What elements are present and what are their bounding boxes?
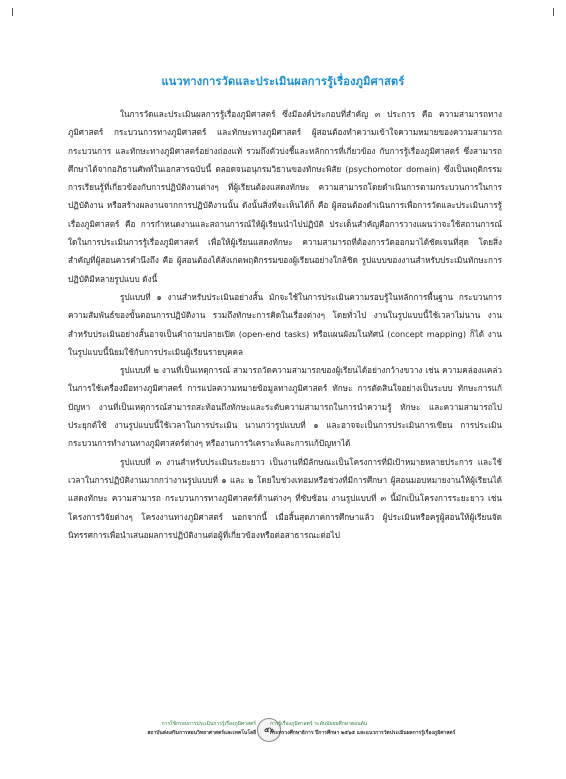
page-number: ๕๖: [257, 718, 281, 742]
paragraph-intro: ในการวัดและประเมินผลการรู้เรื่องภูมิศาสตร์ ซึ่งมีองค์ประกอบที่สำคัญ ๓ ประการ คือ ความสามารถทางภูมิศาสตร์ กระบวนการทางภูมิศาสตร์ และทักษะทางภูมิศาสตร์ ผู้สอนต้องทำความเข้าใจความหมายของความสามารถ กระบวนการ และทักษะทางภูมิศาสตร์อย่างถ่องแท้ รวมถึงตัวบ่งชี้และหลักการที่เกี่ยวข้อง กับการรู้เรื่องภูมิศาสตร์ ซึ่งสามารถศึกษาได้จากอภิธานศัพท์ในเอกสารฉบับนี้ ตลอดจนอนุกรมวิธานของทักษะพิสัย (psychomotor domain) ซึ่งเป็นพฤติกรรมการเรียนรู้ที่เกี่ยวข้องกับการปฏิบัติงานต่างๆ ที่ผู้เรียนต้องแสดงทักษะ ความสามารถโดยดำเนินการตามกระบวนการในการปฏิบัติงาน หรือสร้างผลงานจากการปฏิบัติงานนั้น ดังนั้นสิ่งที่จะเห็นได้ก็ คือ ผู้สอนต้องดำเนินการเพื่อการวัดและประเมินการรู้เรื่องภูมิศาสตร์ คือ การกำหนดงานและสถานการณ์ให้ผู้เรียนนำไปปฏิบัติ ประเด็นสำคัญคือการวางแผนว่าจะใช้สถานการณ์ใดในการประเมินการรู้เรื่องภูมิศาสตร์ เพื่อให้ผู้เรียนแสดงทักษะ ความสามารถที่ต้องการวัดออกมาได้ชัดเจนที่สุด โดยสิ่งสำคัญที่ผู้สอนควรคำนึงถึง คือ ผู้สอนต้องได้สังเกตพฤติกรรมของผู้เรียนอย่างใกล้ชิด รูปแบบของงานสำหรับประเมินทักษะการปฏิบัติมีหลายรูปแบบ ดังนี้: [68, 109, 502, 284]
footer-left-line1: การใช้กรอบการประเมินการรู้เรื่องภูมิศาสตร์: [161, 721, 256, 727]
body-text: [68, 105, 502, 544]
paragraph-format-2: รูปแบบที่ ๒ งานที่เป็นเหตุการณ์ สามารถวัดความสามารถของผู้เรียนได้อย่างกว้างขวาง เช่น ความคล่องแคล่วในการใช้เครื่องมือทางภูมิศาสตร์ การแปลความหมายข้อมูลทางภูมิศาสตร์ ทักษะ การตัดสินใจอย่างเป็นระบบ ทักษะการแก้ปัญหา งานที่เป็นเหตุการณ์สามารถสะท้อนถึงทักษะและระดับความสามารถในการนำความรู้ ทักษะ และความสามารถไปประยุกต์ใช้ งานรูปแบบนี้ใช้เวลาในการประเมิน นานกว่ารูปแบบที่ ๑ และอาจจะเป็นการประเมินการเขียน การประเมินกระบวนการทำงานทางภูมิศาสตร์ต่างๆ หรืองานการวิเคราะห์และการแก้ปัญหาได้: [68, 365, 502, 449]
paragraph-format-3: รูปแบบที่ ๓ งานสำหรับประเมินระยะยาว เป็นงานที่มีลักษณะเป็นโครงการที่มีเป้าหมายหลายประการ และใช้เวลาในการปฏิบัติงานมากกว่างานรูปแบบที่ ๑ และ ๒ โดยใบช่วงเทอมหรือช่วงที่มีการศึกษา ผู้สอนมอบหมายงานให้ผู้เรียนได้แสดงทักษะ ความสามารถ กระบวนการทางภูมิศาสตร์ด้านต่างๆ ที่ซับซ้อน งานรูปแบบที่ ๓ นี้มักเป็นโครงการระยะยาว เช่น โครงการวิจัยต่างๆ โครงงานทางภูมิศาสตร์ นอกจากนี้ เมื่อสิ้นสุดภาคการศึกษาแล้ว ผู้ประเมินหรือครูผู้สอนให้ผู้เรียนจัดนิทรรศการเพื่อนำเสนอผลการปฏิบัติงานต่อผู้ที่เกี่ยวข้องหรือต่อสาธารณะต่อไป: [68, 456, 502, 540]
footer-right-line1: การรู้เรื่องภูมิศาสตร์ ระดับมัธยมศึกษาตอนต้น: [270, 721, 368, 727]
crop-mark-left: [12, 8, 13, 16]
crop-mark-right: [553, 8, 554, 16]
paragraph-format-1: รูปแบบที่ ๑ งานสำหรับประเมินอย่างสั้น มักจะใช้ในการประเมินความรอบรู้ในหลักการพื้นฐาน กระบวนการความสัมพันธ์ของขั้นตอนการปฏิบัติงาน รวมถึงทักษะการคิดในเรื่องต่างๆ โดยทั่วไป งานในรูปแบบนี้ใช้เวลาไม่นาน งานสำหรับประเมินอย่างสั้นอาจเป็นคำถามปลายเปิด (open-end tasks) หรือแผนผังมโนทัศน์ (concept mapping) ก็ได้ งานในรูปแบบนี้นิยมใช้กับการประเมินผู้เรียนรายบุคคล: [68, 291, 502, 357]
footer-left: [36, 720, 256, 738]
footer-left-line2: สถาบันส่งเสริมการสอนวิทยาศาสตร์และเทคโนโลยี: [147, 730, 256, 736]
footer-right-line2: กระทรวงศึกษาธิการ ปีการศึกษา ๒๕๖๕ และแนวการวัดประเมินผลการรู้เรื่องภูมิศาสตร์: [270, 730, 456, 736]
footer-right: [270, 720, 530, 738]
page-footer: [0, 716, 566, 766]
page-title: แนวทางการวัดและประเมินผลการรู้เรื่องภูมิศาสตร์: [161, 75, 405, 88]
